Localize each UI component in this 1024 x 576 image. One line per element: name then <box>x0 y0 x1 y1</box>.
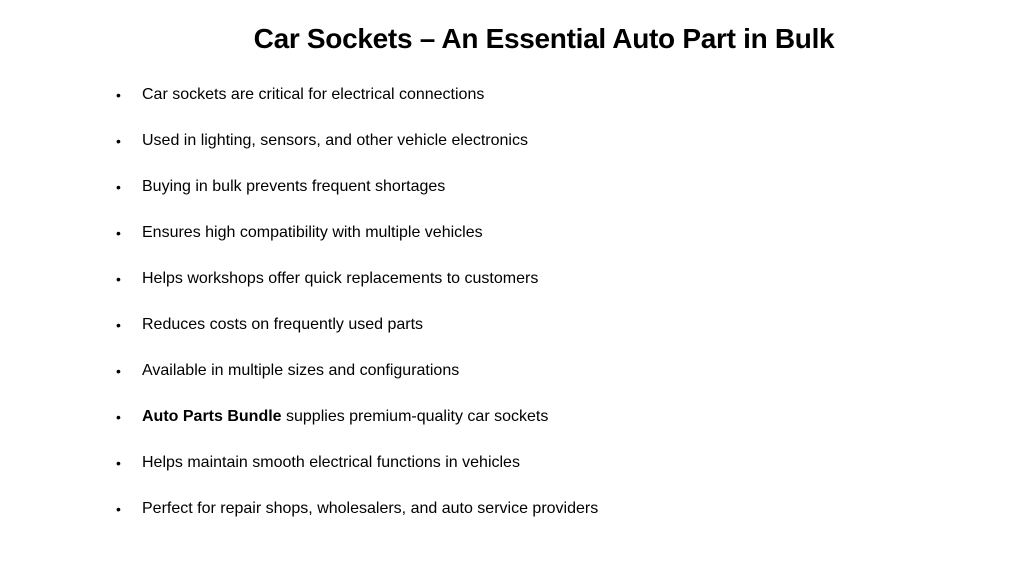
bullet-item <box>112 450 598 496</box>
bullet-item <box>112 174 598 220</box>
bullet-dot: • <box>116 225 121 241</box>
bullet-text: Buying in bulk prevents frequent shortages <box>142 178 446 195</box>
bullet-dot: • <box>116 409 121 425</box>
bullet-text: supplies premium-quality car sockets <box>281 408 549 425</box>
bullet-item <box>112 358 598 404</box>
bullet-text: Available in multiple sizes and configurations <box>142 362 460 379</box>
bullet-dot: • <box>116 317 121 333</box>
bullet-dot: • <box>116 455 121 471</box>
bullet-dot: • <box>116 501 121 517</box>
brand-name: Auto Parts Bundle <box>142 408 282 425</box>
bullet-item <box>112 128 598 174</box>
bullet-dot: • <box>116 363 121 379</box>
bullet-dot: • <box>116 271 121 287</box>
bullet-item <box>112 82 598 128</box>
bullet-item <box>112 496 598 542</box>
bullet-dot: • <box>116 87 121 103</box>
bullet-text: Helps maintain smooth electrical functions in vehicles <box>142 454 520 471</box>
bullet-item <box>112 220 598 266</box>
slide-title: Car Sockets – An Essential Auto Part in Bulk <box>253 23 835 54</box>
bullet-text: Reduces costs on frequently used parts <box>142 316 424 333</box>
bullet-text: Car sockets are critical for electrical connections <box>142 86 485 103</box>
bullet-list <box>112 82 598 542</box>
bullet-text: Perfect for repair shops, wholesalers, and auto service providers <box>142 500 599 517</box>
bullet-dot: • <box>116 179 121 195</box>
bullet-text: Helps workshops offer quick replacements to customers <box>142 270 539 287</box>
bullet-item <box>112 266 598 312</box>
bullet-text: Ensures high compatibility with multiple vehicles <box>142 224 483 241</box>
bullet-item <box>112 312 598 358</box>
bullet-item <box>112 404 598 450</box>
bullet-dot: • <box>116 133 121 149</box>
bullet-text: Used in lighting, sensors, and other vehicle electronics <box>142 132 528 149</box>
